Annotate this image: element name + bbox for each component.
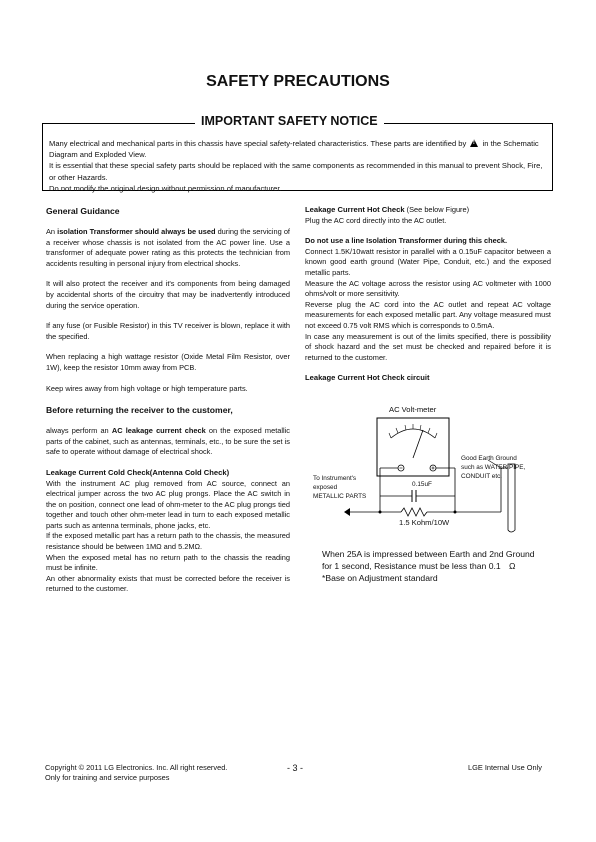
no-return-path-paragraph: When the exposed metal has no return path to the chassis the reading must be infinite. [46,552,290,573]
page-title: SAFETY PRECAUTIONS [206,73,390,90]
earth-ground-label-2: such as WATER PIPE, [461,464,526,471]
notice-text [49,138,551,194]
notice-heading: IMPORTANT SAFETY NOTICE [195,113,384,129]
p6-post: on the exposed metallic parts of the cabinet, such as antennas, terminals, etc., to be sure the set is safe to operate without damage of electrical shock. [46,426,290,457]
cold-check-paragraph: With the instrument AC plug removed from AC source, connect an electrical jumper across the two AC plug prongs. Place the AC switch in the on position, connect one lead of ohm-meter to the AC plug prongs tied together and touch other ohm-meter lead in turn to each exposed metallic parts such as antenna terminals, phone jacks, etc. [46,478,290,530]
connect-paragraph: Connect 1.5K/10watt resistor in parallel with a 0.15uF capacitor between a known good earth ground (Water Pipe, Conduit, etc.) and the exposed metallic parts. [305,246,551,277]
left-column [46,205,290,595]
protect-paragraph: It will also protect the receiver and it's components from being damaged by accidental shorts of the circuitry that may be inadvertently introduced during the service operation. [46,279,290,310]
no-isolation-warning [305,236,551,247]
notice-line-1b: in the Schematic Diagram and Exploded View. [49,139,539,160]
right-column [305,205,551,384]
footer-left [45,763,227,783]
metallic-parts-label-3: METALLIC PARTS [313,493,367,500]
capacitor-label: 0.15uF [412,481,432,488]
caption-line-1: When 25A is impressed between Earth and 2nd Ground [322,549,535,559]
caption-line-2-text: for 1 second, Resistance must be less than 0.1 [322,561,501,571]
meter-scale-arc [391,429,435,438]
earth-ground-label-1: Good Earth Ground [461,455,517,462]
caption-line-2 [322,560,557,572]
warning-triangle-icon [470,139,478,147]
isolation-paragraph [46,227,290,269]
metallic-parts-label-1: To Instrument's [313,475,357,482]
before-returning-heading: Before returning the receiver to the customer, [46,405,233,416]
plug-paragraph: Plug the AC cord directly into the AC outlet. [305,215,447,225]
page-number: - 3 - [287,763,304,773]
copyright-text: Copyright © 2011 LG Electronics. Inc. All right reserved. [45,763,228,772]
p1-bold: isolation Transformer should always be used [57,227,216,236]
voltmeter-label: AC Volt-meter [389,405,437,414]
meter-needle [413,430,423,458]
abnormality-paragraph: An other abnormality exists that must be corrected before the receiver is returned to the customer. [46,573,290,594]
hot-check-heading: Leakage Current Hot Check [305,205,405,214]
leakage-check-paragraph [46,426,290,458]
resistor-paragraph: When replacing a high wattage resistor (Oxide Metal Film Resistor, over 1W), keep the resistor 10mm away from PCB. [46,352,290,372]
measure-paragraph: Measure the AC voltage across the resistor using AC voltmeter with 1000 ohms/volt or more sensitivity. [305,278,551,299]
hot-check-note: (See below Figure) [406,205,470,214]
earth-ground-label [461,454,525,481]
hot-check-heading-row [305,205,551,216]
resistor-label: 1.5 Kohm/10W [399,518,450,527]
probe-arrow-icon [344,508,350,516]
p6-bold: AC leakage current check [111,426,206,436]
notice-line-1a: Many electrical and mechanical parts in this chassis have special safety-related characteristics. These parts are identified by [49,139,467,148]
p1-post: during the servicing of a receiver whose chassis is not isolated from the AC power line. Use a transformer of adequate power rating as this protects the technician from accidents resulting in personal injury from electrical shocks. [46,227,290,268]
resistor-symbol [401,508,427,516]
notice-line-3: Do not modify the original design without permission of manufacturer. [49,183,282,193]
earth-ground-label-3: CONDUIT etc. [461,473,503,480]
general-guidance-heading: General Guidance [46,206,120,216]
no-isolation-bold: Do not use a line Isolation Transformer during this check. [305,236,508,246]
p6-pre: always perform an [46,426,109,436]
out-of-limits-paragraph: In case any measurement is out of the limits specified, there is possibility of shock hazard and the set must be checked and repaired before it is returned to the customer. [305,331,551,362]
circuit-caption [322,548,557,584]
internal-use-label: LGE Internal Use Only [468,763,542,772]
p1-pre: An [46,227,56,236]
return-path-paragraph: If the exposed metallic part has a return path to the chassis, the measured resistance should be between 1MΩ and 5.2MΩ. [46,531,290,552]
caption-line-3: *Base on Adjustment standard [322,573,438,583]
reverse-plug-paragraph: Reverse plug the AC cord into the AC outlet and repeat AC voltage measurements for each exposed metallic part. Any voltage measured must not exceed 0.75 volt RMS which is corresponds to 0.5mA. [305,299,551,330]
cold-check-heading: Leakage Current Cold Check(Antenna Cold Check) [46,467,230,477]
fuse-paragraph: If any fuse (or Fusible Resistor) in this TV receiver is blown, replace it with the specified. [46,321,290,341]
wires-paragraph: Keep wires away from high voltage or high temperature parts. [46,383,248,393]
ohm-symbol: Ω [509,561,516,571]
metallic-parts-label-2: exposed [313,484,338,491]
metallic-parts-label [313,474,366,501]
notice-line-2: It is essential that these special safety parts should be replaced with the same components as recommended in this manual to prevent Shock, Fire, or other Hazards. [49,161,543,182]
circuit-heading: Leakage Current Hot Check circuit [305,373,430,383]
purpose-text: Only for training and service purposes [45,773,170,782]
